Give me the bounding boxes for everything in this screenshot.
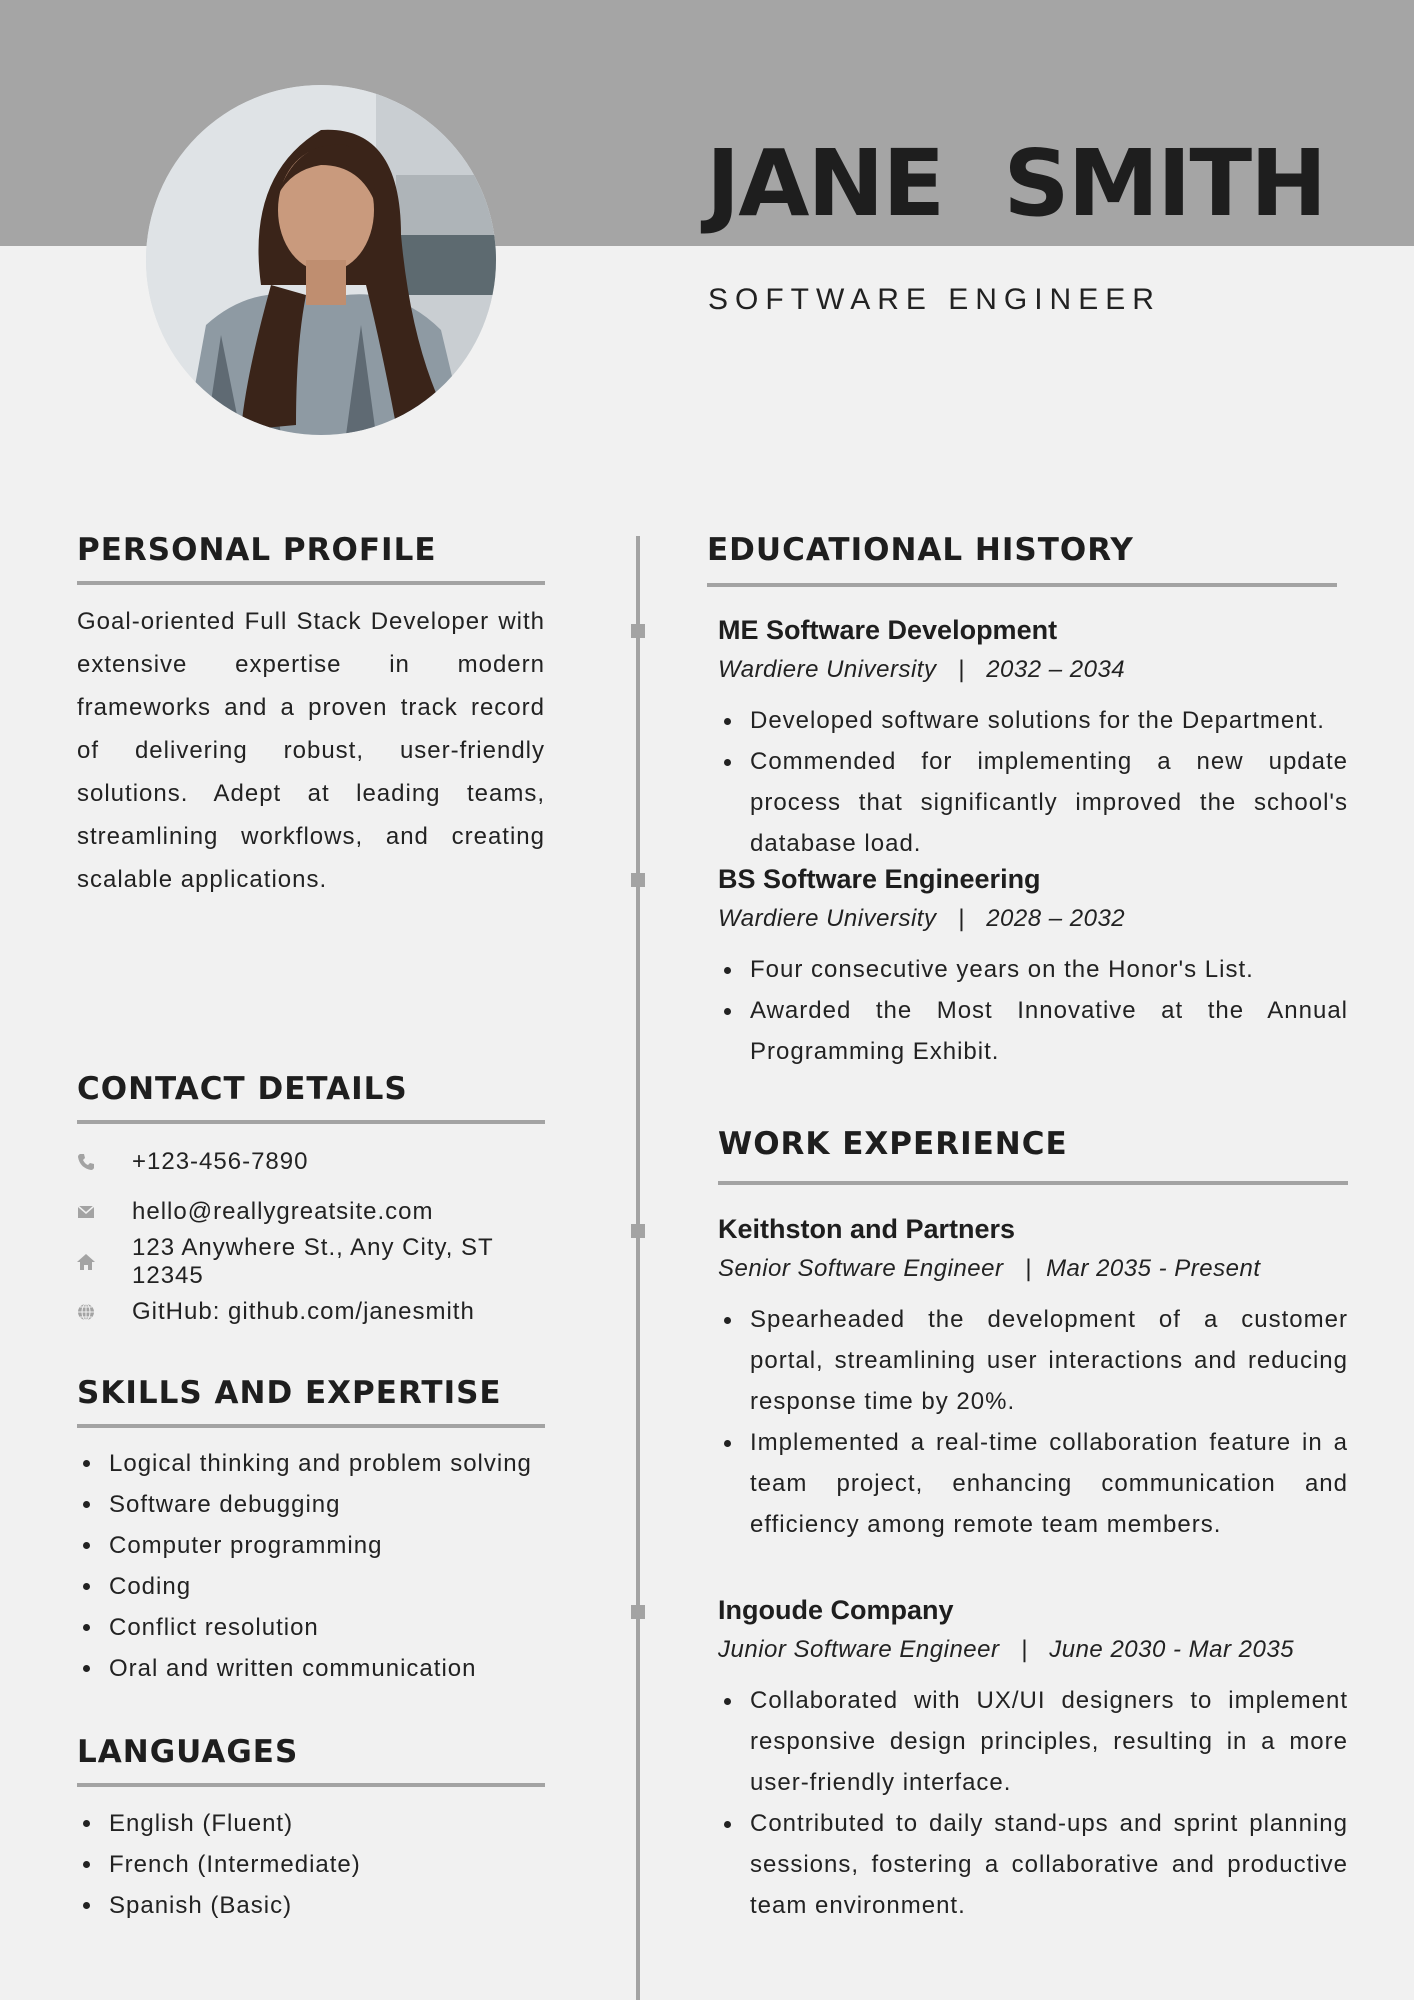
timeline-marker (631, 1224, 645, 1238)
list-item: Computer programming (77, 1525, 547, 1566)
profile-photo (146, 85, 496, 435)
profile-text: Goal-oriented Full Stack Developer with extensive expertise in modern frameworks and a proven track record of delivering robust, user-friendly solutions. Adept at leading teams, streamlining workflows, and creating scalable applications. (77, 608, 545, 893)
work-rule (718, 1181, 1348, 1185)
education-entry (718, 617, 1348, 864)
entry-title: Keithston and Partners (718, 1214, 1016, 1244)
contact-github-text: GitHub: github.com/janesmith (132, 1298, 475, 1325)
list-item: Logical thinking and problem solving (77, 1443, 547, 1484)
entry-bullets (718, 1680, 1348, 1926)
contact-phone[interactable] (76, 1137, 556, 1187)
list-item: Commended for implementing a new update process that significantly improved the school's database load. (718, 741, 1348, 864)
list-item: Spanish (Basic) (77, 1885, 547, 1926)
globe-icon (76, 1302, 96, 1322)
entry-bullets (718, 700, 1348, 864)
education-heading: EDUCATIONAL HISTORY (707, 532, 1134, 568)
list-item: Developed software solutions for the Department. (718, 700, 1348, 741)
entry-bullets (718, 1299, 1348, 1545)
list-item: Software debugging (77, 1484, 547, 1525)
list-item: Collaborated with UX/UI designers to implement responsive design principles, resulting in a more user-friendly interface. (718, 1680, 1348, 1803)
skills-list (77, 1443, 547, 1689)
list-item: Contributed to daily stand-ups and sprint planning sessions, fostering a collaborative and productive team environment. (718, 1803, 1348, 1926)
list-item: Oral and written communication (77, 1648, 547, 1689)
list-item: Conflict resolution (77, 1607, 547, 1648)
phone-icon (76, 1152, 96, 1172)
entry-title: ME Software Development (718, 615, 1058, 645)
work-entry (718, 1597, 1348, 1926)
contact-phone-text: +123-456-7890 (132, 1148, 309, 1175)
list-item: English (Fluent) (77, 1803, 547, 1844)
list-item: Four consecutive years on the Honor's List. (718, 949, 1348, 990)
contact-email-text: hello@reallygreatsite.com (132, 1198, 434, 1225)
languages-list (77, 1803, 547, 1926)
list-item: Spearheaded the development of a customer portal, streamlining user interactions and reducing response time by 20%. (718, 1299, 1348, 1422)
education-rule (707, 583, 1337, 587)
timeline-marker (631, 624, 645, 638)
skills-rule (77, 1424, 545, 1428)
list-item: Implemented a real-time collaboration feature in a team project, enhancing communication and efficiency among remote team members. (718, 1422, 1348, 1545)
languages-rule (77, 1783, 545, 1787)
home-icon (76, 1252, 96, 1272)
skills-heading: SKILLS AND EXPERTISE (77, 1375, 502, 1411)
entry-subtitle: Wardiere University | 2028 – 2032 (718, 905, 1126, 932)
contact-address-text: 123 Anywhere St., Any City, ST 12345 (132, 1234, 494, 1289)
education-entry (718, 866, 1348, 1072)
work-heading: WORK EXPERIENCE (718, 1126, 1068, 1162)
entry-subtitle: Junior Software Engineer | June 2030 - Mar 2035 (718, 1636, 1295, 1663)
contact-list (76, 1137, 556, 1337)
list-item: French (Intermediate) (77, 1844, 547, 1885)
languages-heading: LANGUAGES (77, 1734, 299, 1770)
entry-bullets (718, 949, 1348, 1072)
candidate-name: JANE SMITH (706, 130, 1326, 237)
list-item: Coding (77, 1566, 547, 1607)
entry-subtitle: Wardiere University | 2032 – 2034 (718, 656, 1126, 683)
entry-subtitle: Senior Software Engineer | Mar 2035 - Present (718, 1255, 1261, 1282)
contact-rule (77, 1120, 545, 1124)
contact-github[interactable] (76, 1287, 556, 1337)
profile-rule (77, 581, 545, 585)
timeline-marker (631, 1605, 645, 1619)
timeline-line (636, 536, 640, 2000)
contact-heading: CONTACT DETAILS (77, 1071, 408, 1107)
mail-icon (76, 1202, 96, 1222)
profile-heading: PERSONAL PROFILE (77, 532, 437, 568)
contact-email[interactable] (76, 1187, 556, 1237)
entry-title: BS Software Engineering (718, 864, 1041, 894)
timeline-marker (631, 873, 645, 887)
entry-title: Ingoude Company (718, 1595, 954, 1625)
contact-address (76, 1234, 556, 1289)
work-entry (718, 1216, 1348, 1545)
list-item: Awarded the Most Innovative at the Annual Programming Exhibit. (718, 990, 1348, 1072)
job-title: SOFTWARE ENGINEER (708, 283, 1161, 316)
